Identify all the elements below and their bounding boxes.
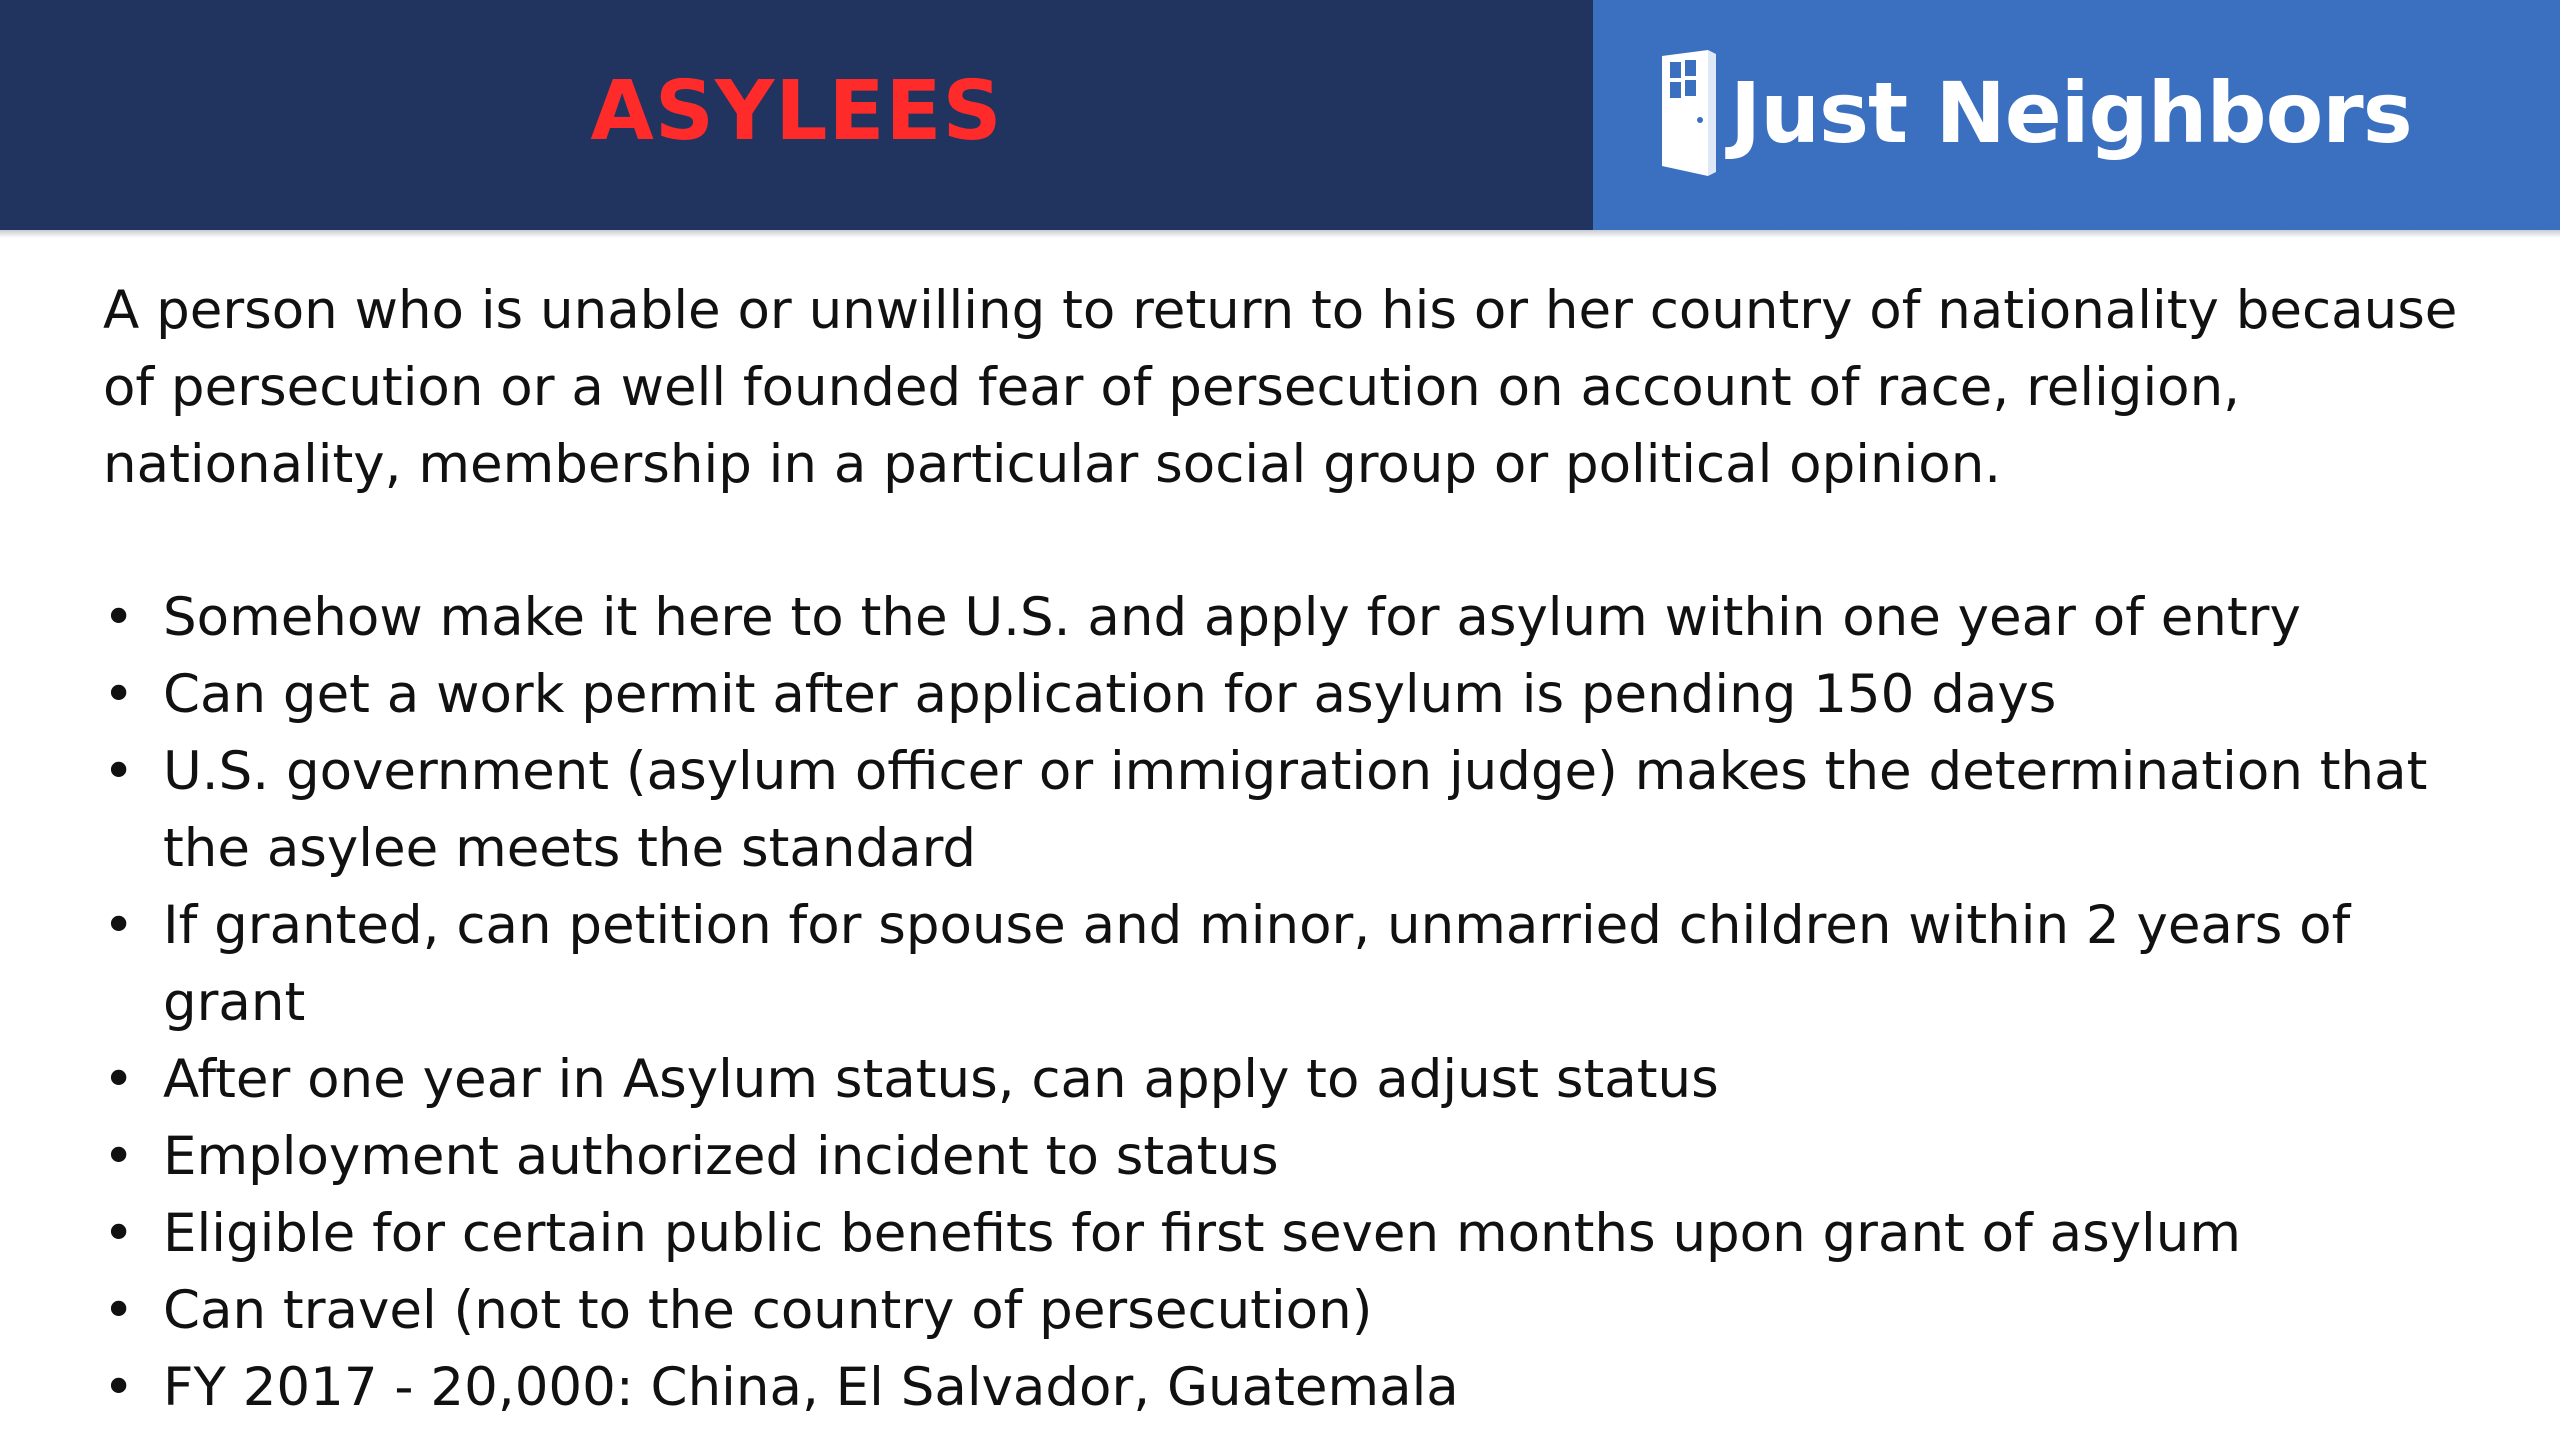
- title-panel: [0, 0, 1593, 230]
- bullet-dot-icon: •: [103, 1280, 135, 1341]
- bullet-dot-icon: •: [103, 587, 135, 648]
- header-shadow: [0, 230, 2560, 238]
- just-neighbors-logo: [1658, 48, 2412, 178]
- list-item-text: Employment authorized incident to status: [163, 1126, 1279, 1187]
- bullet-dot-icon: •: [103, 1049, 135, 1110]
- list-item: [103, 887, 2483, 1041]
- list-item: [103, 579, 2483, 656]
- list-item-text: Somehow make it here to the U.S. and apply for asylum within one year of entry: [163, 587, 2301, 648]
- list-item: [103, 656, 2483, 733]
- list-item: [103, 1349, 2483, 1426]
- list-item-text: If granted, can petition for spouse and minor, unmarried children within 2 years of grant: [163, 895, 2351, 1033]
- slide-title-text: ASYLEES: [590, 64, 1003, 159]
- logo-text: Just Neighbors: [1730, 64, 2412, 162]
- list-item: [103, 1041, 2483, 1118]
- bullet-dot-icon: •: [103, 1126, 135, 1187]
- list-item-text: U.S. government (asylum officer or immigration judge) makes the determination that the asylee meets the standard: [163, 741, 2428, 879]
- header-banner: [0, 0, 2560, 230]
- door-icon: [1658, 48, 1720, 178]
- bullet-dot-icon: •: [103, 1203, 135, 1264]
- asylee-definition: A person who is unable or unwilling to return to his or her country of nationality because of persecution or a well founded fear of persecution on account of race, religion, nationality, membership in a particular social group or political opinion.: [103, 280, 2458, 495]
- list-item: [103, 1195, 2483, 1272]
- bullet-dot-icon: •: [103, 664, 135, 725]
- list-item-text: After one year in Asylum status, can apply to adjust status: [163, 1049, 1719, 1110]
- list-item-text: Can travel (not to the country of persecution): [163, 1280, 1373, 1341]
- list-item: [103, 1118, 2483, 1195]
- bullet-dot-icon: •: [103, 741, 135, 802]
- list-item-text: FY 2017 - 20,000: China, El Salvador, Guatemala: [163, 1357, 1459, 1418]
- list-item-text: Eligible for certain public benefits for first seven months upon grant of asylum: [163, 1203, 2241, 1264]
- bullet-dot-icon: •: [103, 1357, 135, 1418]
- slide-title: [0, 62, 1593, 162]
- list-item: [103, 1272, 2483, 1349]
- list-item: [103, 733, 2483, 887]
- list-item-text: Can get a work permit after application for asylum is pending 150 days: [163, 664, 2057, 725]
- bullet-dot-icon: •: [103, 895, 135, 956]
- bullet-list: [103, 579, 2483, 1426]
- logo-panel: [1593, 0, 2560, 230]
